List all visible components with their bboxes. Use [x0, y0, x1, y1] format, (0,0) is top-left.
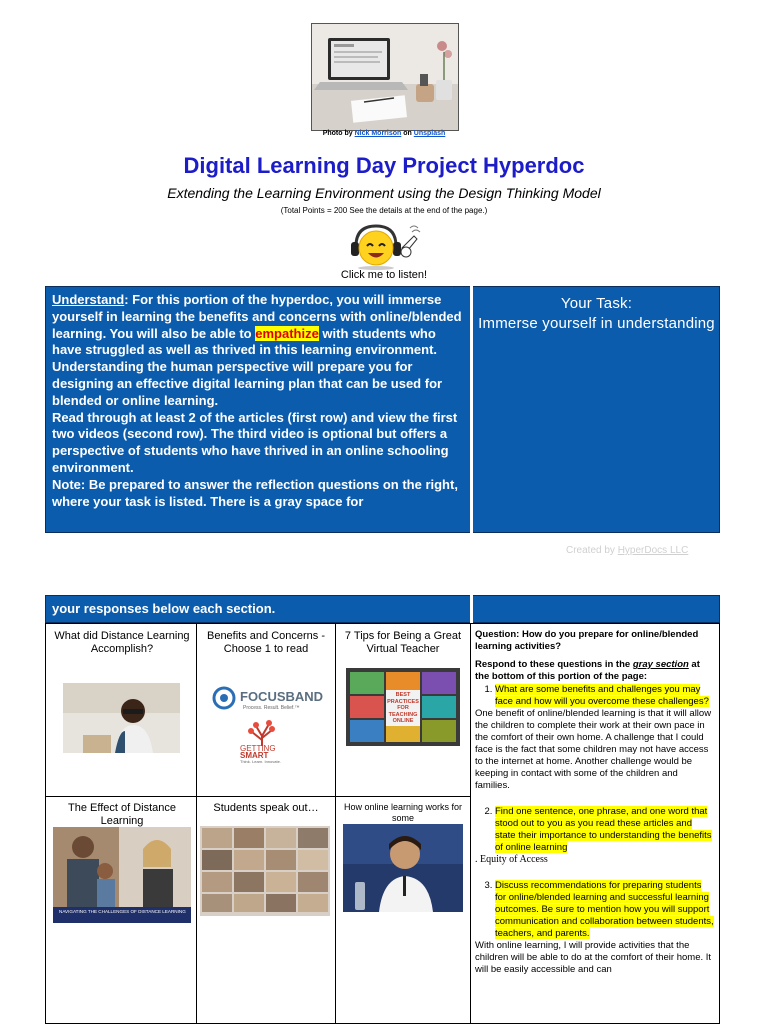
- points-note: (Total Points = 200 See the details at the end of the page.): [280, 206, 488, 215]
- video-title-1[interactable]: The Effect of Distance Learning: [67, 802, 177, 827]
- task-heading: Your Task:: [560, 295, 633, 312]
- focusband-tagline: Process. Result. Belief.™: [243, 705, 300, 710]
- grid-line: [196, 623, 197, 1024]
- smart-text: SMART: [240, 751, 269, 760]
- responses-title: your responses below each section.: [52, 601, 276, 616]
- article-image-1[interactable]: [63, 683, 180, 753]
- article-title-2[interactable]: Benefits and Concerns - Choose 1 to read: [206, 630, 325, 655]
- photographer-link[interactable]: Nick Morrison: [354, 130, 402, 137]
- video-thumbnail-1[interactable]: [53, 827, 191, 923]
- question-2: Find one sentence, one phrase, and one word that stood out to you as you read these articles and state their importance to understanding the benefits of online learning: [495, 806, 712, 853]
- grid-line: [335, 623, 336, 1024]
- page-subtitle: Extending the Learning Environment using the Design Thinking Model: [167, 185, 601, 201]
- unsplash-link[interactable]: Unsplash: [413, 130, 446, 137]
- grid-line: [45, 796, 470, 797]
- header-photo: [311, 23, 459, 131]
- answer-2[interactable]: . Equity of Access: [475, 854, 548, 865]
- question-1: What are some benefits and challenges you may face and how will you overcome these challenges?: [495, 684, 709, 707]
- created-by: Created by HyperDocs LLC: [566, 545, 689, 556]
- question-3: Discuss recommendations for preparing students for online/blended learning and successful learning outcomes. Be sure to mention how you will support communication and collaboration between students, teachers, and parents.: [495, 880, 714, 939]
- getting-smart-logo[interactable]: [236, 716, 296, 764]
- getting-text: GETTING: [240, 744, 276, 753]
- hyperdocs-link[interactable]: HyperDocs LLC: [617, 545, 689, 556]
- task-box: [473, 294, 720, 333]
- answer-3[interactable]: With online learning, I will provide activities that the children will be able to do at the comfort of their home. It will be easily accessible and can: [475, 940, 712, 975]
- question-heading: Question: How do you prepare for online/blended learning activities?: [475, 629, 699, 652]
- photo-credit: Photo by Nick Morrison on Unsplash: [322, 130, 446, 137]
- video-title-2[interactable]: Students speak out…: [213, 802, 319, 814]
- video-thumbnail-2[interactable]: [200, 826, 330, 916]
- article-title-1[interactable]: What did Distance Learning Accomplish?: [54, 630, 190, 655]
- page-title: Digital Learning Day Project Hyperdoc: [183, 153, 585, 178]
- puzzle-image[interactable]: [346, 668, 460, 746]
- responses-divider: [470, 595, 473, 623]
- focusband-name: FOCUSBAND: [240, 689, 324, 704]
- focusband-logo[interactable]: [210, 686, 325, 710]
- video-title-3[interactable]: How online learning works for some: [343, 802, 463, 823]
- task-text: Immerse yourself in understanding: [478, 314, 715, 332]
- puzzle-center-text: BEST PRACTICES FOR TEACHING ONLINE: [387, 692, 419, 724]
- article-title-3[interactable]: 7 Tips for Being a Great Virtual Teacher: [344, 630, 462, 655]
- video-thumbnail-3[interactable]: [343, 824, 463, 912]
- grid-line: [470, 623, 471, 1024]
- respond-instructions: Respond to these questions in the gray section at the bottom of this portion of the page:: [475, 659, 700, 682]
- reflection-questions: [475, 629, 715, 982]
- answer-1[interactable]: One benefit of online/blended learning is that it will allow the children to complete their work at their own pace in the comfort of their own home. A challenge that I could face is the fact that some children may not have access to the internet at home. Another challenge would be keeping in contact with some of the children and families.: [475, 708, 712, 791]
- understand-instructions: Understand: For this portion of the hyperdoc, you will immerse yourself in learning the benefits and concerns with online/blended learning. You will also be able to empathize with students who have struggled as well as thrived in this learning environment. Understanding the human perspective will prepare you for designing an effective digital learning plan that can be used for blended or online learning. Read through at least 2 of the articles (first row) and view the first two videos (second row). The third video is optional but offers a perspective of students who have thrived in an online schooling environment. Note: Be prepared to answer the reflection questions on the right, where your task is listed. There is a gray space for: [52, 292, 462, 509]
- listen-label[interactable]: Click me to listen!: [340, 269, 428, 281]
- getting-smart-tagline: Think. Learn. Innovate.: [240, 759, 281, 764]
- listen-emoji-icon[interactable]: [346, 222, 422, 270]
- video-banner-text: NAVIGATING THE CHALLENGES OF DISTANCE LEARNING: [59, 909, 186, 914]
- empathize-highlight: empathize: [255, 325, 319, 341]
- understand-label: Understand: [52, 292, 125, 307]
